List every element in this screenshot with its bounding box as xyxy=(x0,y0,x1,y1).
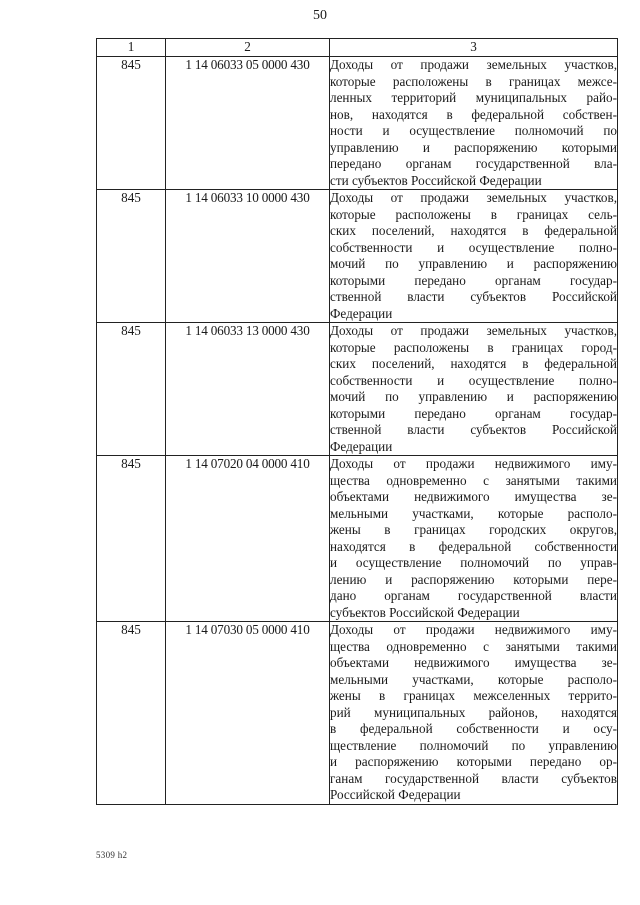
description-line: ности и осуществление полномочий по xyxy=(330,123,617,138)
description-line: Доходы от продажи земельных участков, xyxy=(330,57,617,72)
description-line: которые расположены в границах город- xyxy=(330,339,617,355)
revenue-code-cell: 1 14 07030 05 0000 410 xyxy=(166,622,330,805)
description-cell xyxy=(330,190,618,323)
description-line: Доходы от продажи земельных участков, xyxy=(330,190,617,205)
description-line: ственной власти субъектов Российской xyxy=(330,289,617,304)
admin-code-cell: 845 xyxy=(97,190,166,323)
column-header-1: 1 xyxy=(97,39,166,57)
revenue-code-cell: 1 14 07020 04 0000 410 xyxy=(166,456,330,622)
description-line: ственной власти субъектов Российской xyxy=(330,422,617,437)
table-row xyxy=(97,57,618,190)
description-line: которыми передано органам государ- xyxy=(330,405,617,421)
description-line: мочий по управлению и распоряжению xyxy=(330,389,617,404)
description-line: мельными участками, которые располо- xyxy=(330,505,617,521)
column-header-2: 2 xyxy=(166,39,330,57)
admin-code-cell: 845 xyxy=(97,622,166,805)
description-cell xyxy=(330,456,618,622)
description-line: Доходы от продажи недвижимого иму- xyxy=(330,456,617,471)
description-line: щества одновременно с занятыми такими xyxy=(330,472,617,488)
description-line: нов, находятся в федеральной собствен- xyxy=(330,106,617,122)
page-number: 50 xyxy=(313,8,327,23)
table-row xyxy=(97,190,618,323)
description-line: ских поселений, находятся в федеральной xyxy=(330,356,617,371)
description-line: жены в границах межселенных террито- xyxy=(330,688,617,703)
description-line: мельными участками, которые располо- xyxy=(330,671,617,687)
description-line: Федерации xyxy=(330,438,393,454)
description-line: находятся в федеральной собственности xyxy=(330,538,617,554)
table-row xyxy=(97,323,618,456)
description-line: собственности и осуществление полно- xyxy=(330,372,617,388)
table-row xyxy=(97,622,618,805)
column-header-3: 3 xyxy=(330,39,618,57)
description-line: лению и распоряжению которыми пере- xyxy=(330,571,617,587)
revenue-code-cell: 1 14 06033 10 0000 430 xyxy=(166,190,330,323)
description-line: дано органам государственной власти xyxy=(330,588,617,603)
description-cell xyxy=(330,622,618,805)
description-line: Доходы от продажи земельных участков, xyxy=(330,323,617,338)
description-line: рий муниципальных районов, находятся xyxy=(330,704,617,720)
description-line: и осуществление полномочий по управ- xyxy=(330,555,617,570)
description-cell xyxy=(330,323,618,456)
description-line: сти субъектов Российской Федерации xyxy=(330,172,542,188)
description-line: субъектов Российской Федерации xyxy=(330,604,520,620)
admin-code-cell: 845 xyxy=(97,323,166,456)
description-line: жены в границах городских округов, xyxy=(330,522,617,537)
description-line: которыми передано органам государ- xyxy=(330,272,617,288)
footer-code: 5309 h2 xyxy=(96,850,128,860)
description-line: мочий по управлению и распоряжению xyxy=(330,256,617,271)
revenue-code-cell: 1 14 06033 05 0000 430 xyxy=(166,57,330,190)
description-line: ганам государственной власти субъектов xyxy=(330,770,617,786)
table-header-row xyxy=(97,39,618,57)
budget-codes-table xyxy=(96,38,618,805)
description-line: которые расположены в границах сель- xyxy=(330,206,617,222)
description-line: Доходы от продажи недвижимого иму- xyxy=(330,622,617,637)
description-line: Федерации xyxy=(330,305,393,321)
description-line: объектами недвижимого имущества зе- xyxy=(330,489,617,504)
description-line: ских поселений, находятся в федеральной xyxy=(330,223,617,238)
description-line: Российской Федерации xyxy=(330,787,461,802)
admin-code-cell: 845 xyxy=(97,456,166,622)
description-line: ществление полномочий по управлению xyxy=(330,737,617,753)
table-row xyxy=(97,456,618,622)
description-line: ленных территорий муниципальных райо- xyxy=(330,90,617,105)
description-cell xyxy=(330,57,618,190)
revenue-code-cell: 1 14 06033 13 0000 430 xyxy=(166,323,330,456)
description-line: которые расположены в границах межсе- xyxy=(330,73,617,89)
table-body xyxy=(97,57,618,805)
description-line: щества одновременно с занятыми такими xyxy=(330,638,617,654)
description-line: объектами недвижимого имущества зе- xyxy=(330,655,617,670)
description-line: и распоряжению которыми передано ор- xyxy=(330,754,617,769)
description-line: передано органам государственной вла- xyxy=(330,156,617,171)
description-line: управлению и распоряжению которыми xyxy=(330,139,617,155)
admin-code-cell: 845 xyxy=(97,57,166,190)
description-line: собственности и осуществление полно- xyxy=(330,239,617,255)
description-line: в федеральной собственности и осу- xyxy=(330,721,617,736)
